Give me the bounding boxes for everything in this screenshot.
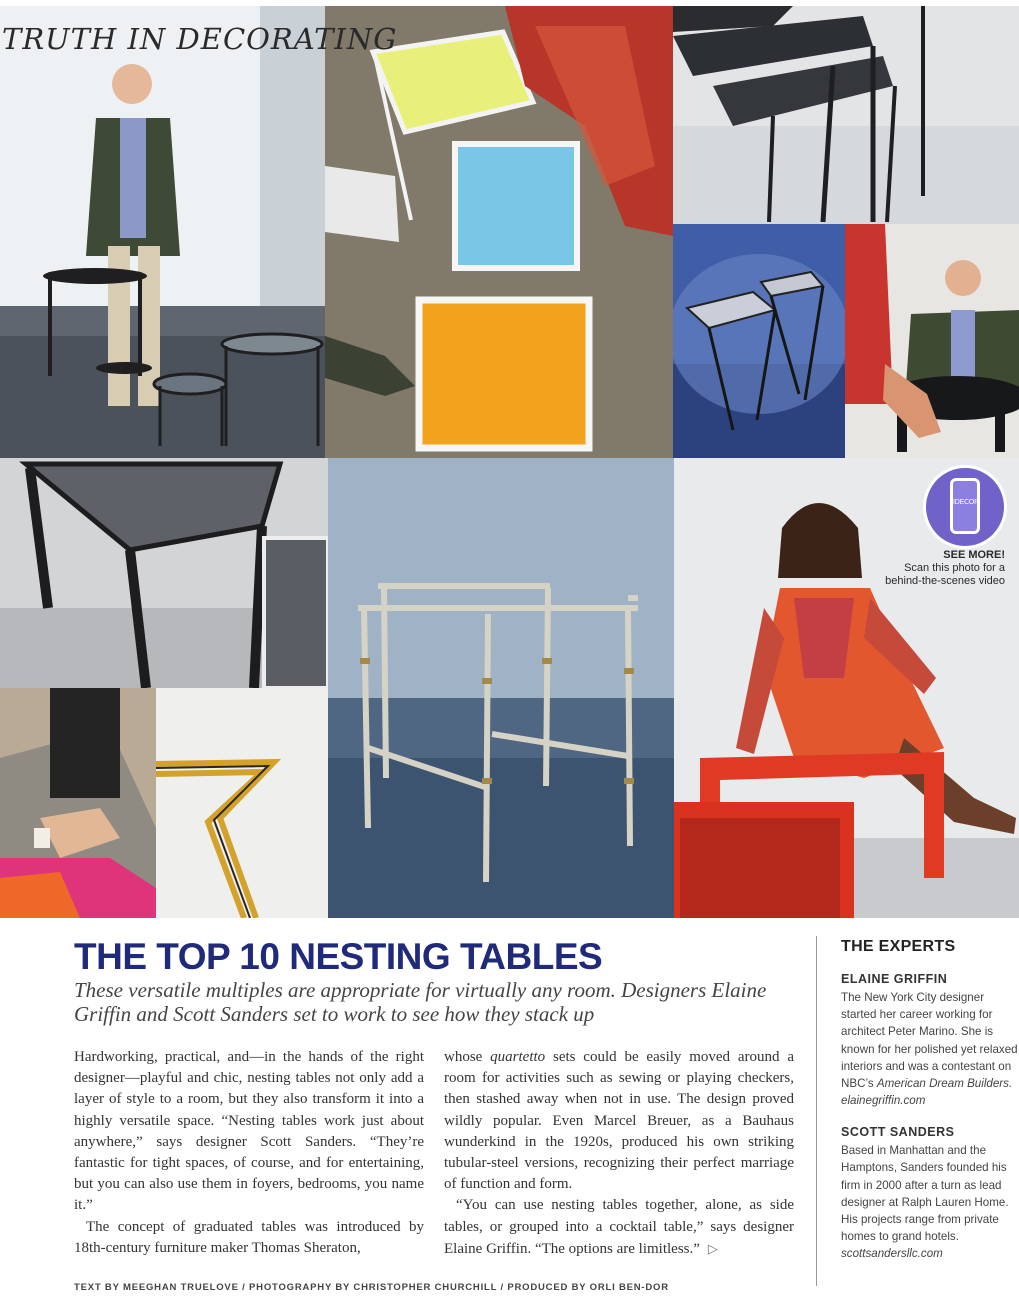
experts-title: THE EXPERTS [841, 938, 956, 955]
body-paragraph-1: Hardworking, practical, and—in the hands of the right designer—playful and chic, nesting tables not only add a layer of style to a room, but they also transform it into a highly versatile space. “Nesting tables work just about anywhere,” says designer Scott Sanders. “They’re fantastic for tight spaces, of course, and for entertaining, but you can also use them in foyers, bedrooms, you name it.” [74, 1049, 424, 1214]
body-column-2 [444, 1047, 794, 1260]
photo-man-round-table [845, 224, 1019, 458]
expert-bio-text: The New York City designer started her career working for architect Peter Marino. She is known for her polished yet relaxed interiors and was a contestant on NBC’s [841, 991, 1018, 1091]
photo-gray-shagreen-table [0, 458, 328, 688]
article-headline: THE TOP 10 NESTING TABLES [74, 936, 603, 977]
photo-credits: TEXT BY MEEGHAN TRUELOVE / PHOTOGRAPHY BY CHRISTOPHER CHURCHILL / PRODUCED BY ORLI BEN-DOR [74, 1282, 669, 1293]
scan-promo-description: Scan this photo for a behind-the-scenes video [885, 562, 1005, 587]
photo-hand-wood-table [0, 688, 156, 918]
sidebar-divider [816, 936, 817, 1286]
phone-label: IDECOR [953, 499, 980, 506]
scan-promo-title: SEE MORE! [943, 549, 1005, 561]
body-text-segment: sets could be easily moved around a room for activities such as sewing or playing checkers, then stashed away when not in use. The design proved wildly popular. Even Marcel Breuer, as a Bauhaus wunderkind in the 1920s, produced his own striking tubular-steel versions, recognizing their perfect marriage of function and form. [444, 1049, 795, 1193]
body-paragraph-3 [444, 1195, 794, 1260]
expert-bio [841, 989, 1019, 1092]
scan-promo-text [875, 549, 1005, 588]
expert-bio [841, 1142, 1019, 1245]
photo-scott-sanders-round-tables [0, 6, 325, 458]
end-mark-icon: ▷ [707, 1240, 718, 1256]
phone-icon [950, 478, 980, 534]
scan-promo-badge[interactable] [926, 468, 1004, 546]
expert-name: ELAINE GRIFFIN [841, 972, 948, 986]
body-column-1 [74, 1047, 424, 1259]
photo-colored-glass-nesting-tables [325, 6, 673, 458]
photo-silver-bamboo-tables [328, 458, 674, 918]
expert-website-link[interactable]: scottsandersllc.com [841, 1247, 943, 1261]
expert-scott-sanders [841, 1125, 1019, 1262]
article-dek: These versatile multiples are appropriate for virtually any room. Designers Elaine Griffin and Scott Sanders set to work to see how they stack up [74, 978, 767, 1026]
expert-elaine-griffin [841, 972, 1019, 1109]
photo-black-metal-nesting-tables [673, 6, 1019, 224]
expert-website-link[interactable]: elainegriffin.com [841, 1094, 926, 1108]
body-text-segment: “You can use nesting tables together, alone, as side tables, or grouped into a cocktail table,” says designer Elaine Griffin. “The options are limitless.” [444, 1197, 794, 1257]
body-paragraph-2-continued [444, 1047, 794, 1195]
expert-name: SCOTT SANDERS [841, 1125, 955, 1140]
expert-bio-italic: American Dream Builders. [876, 1077, 1013, 1091]
experts-sidebar [841, 938, 1019, 1262]
section-label: TRUTH IN DECORATING [2, 22, 398, 56]
body-text-segment: whose [444, 1049, 491, 1065]
body-paragraph-2-start: The concept of graduated tables was introduced by 18th-century furniture maker Thomas Sheraton, [74, 1218, 424, 1256]
expert-bio-text: Based in Manhattan and the Hamptons, Sanders founded his firm in 2000 after a turn as lead designer at Ralph Lauren Home. His projects range from private homes to grand hotels. [841, 1144, 1009, 1244]
photo-gold-chevron-tables [156, 688, 328, 918]
body-italic-term: quartetto [490, 1049, 546, 1065]
photo-mesh-metal-tables [673, 224, 845, 458]
